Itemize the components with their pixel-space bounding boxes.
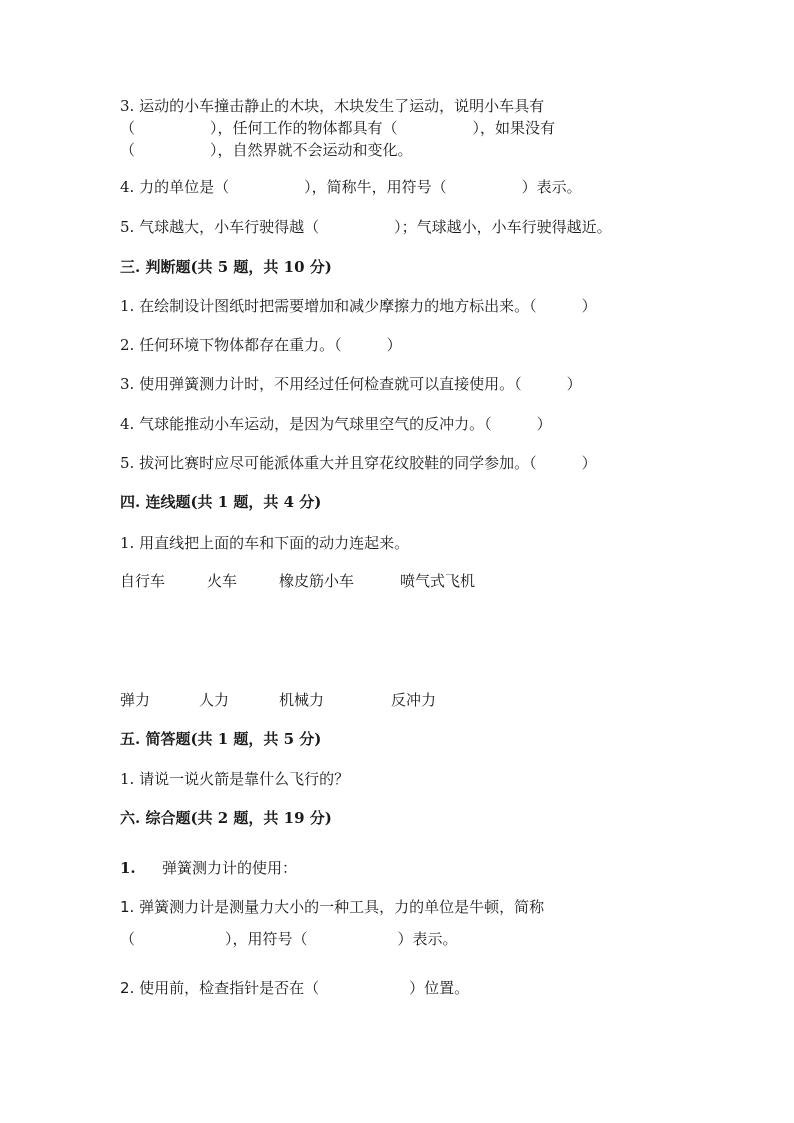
true-false-heading: 三. 判断题(共 5 题，共 10 分) [120,258,332,276]
power-item: 反冲力 [391,691,437,709]
tf-item-5: 5. 拔河比赛时应尽可能派体重大并且穿花纹胶鞋的同学参加。（ ） [120,454,597,472]
comprehensive-q1-number: 1. [120,859,136,877]
q3-line-1: 3. 运动的小车撞击静止的木块，木块发生了运动，说明小车具有 [120,97,545,115]
comprehensive-sub1-line-2: （ ），用符号（ ）表示。 [120,930,458,948]
tf-item-2: 2. 任何环境下物体都存在重力。（ ） [120,336,402,354]
q4-text: 4. 力的单位是（ ），简称牛，用符号（ ）表示。 [120,178,582,196]
tf-item-4: 4. 气球能推动小车运动，是因为气球里空气的反冲力。（ ） [120,415,552,433]
short-answer-question: 1. 请说一说火箭是靠什么飞行的？ [120,770,350,788]
q5-text: 5. 气球越大，小车行驶得越（ ）；气球越小，小车行驶得越近。 [120,218,612,236]
short-answer-heading: 五. 简答题(共 1 题，共 5 分) [120,730,322,748]
tf-item-1: 1. 在绘制设计图纸时把需要增加和减少摩擦力的地方标出来。（ ） [120,297,597,315]
power-item: 人力 [199,691,230,709]
tf-item-3: 3. 使用弹簧测力计时，不用经过任何检查就可以直接使用。（ ） [120,375,582,393]
vehicle-item: 自行车 [120,572,166,590]
comprehensive-sub2: 2. 使用前，检查指针是否在（ ）位置。 [120,979,470,997]
power-item: 弹力 [120,691,151,709]
q3-line-3: （ ），自然界就不会运动和变化。 [120,141,413,159]
comprehensive-heading: 六. 综合题(共 2 题，共 19 分) [120,809,332,827]
vehicle-item: 橡皮筋小车 [279,572,355,590]
vehicle-item: 火车 [207,572,238,590]
power-item: 机械力 [279,691,325,709]
comprehensive-q1-title: 弹簧测力计的使用： [162,859,298,877]
matching-instruction: 1. 用直线把上面的车和下面的动力连起来。 [120,534,410,552]
matching-heading: 四. 连线题(共 1 题，共 4 分) [120,493,322,511]
comprehensive-sub1-line-1: 1. 弹簧测力计是测量力大小的一种工具，力的单位是牛顿，简称 [120,898,545,916]
q3-line-2: （ ），任何工作的物体都具有（ ），如果没有 [120,119,556,137]
vehicle-item: 喷气式飞机 [400,572,476,590]
